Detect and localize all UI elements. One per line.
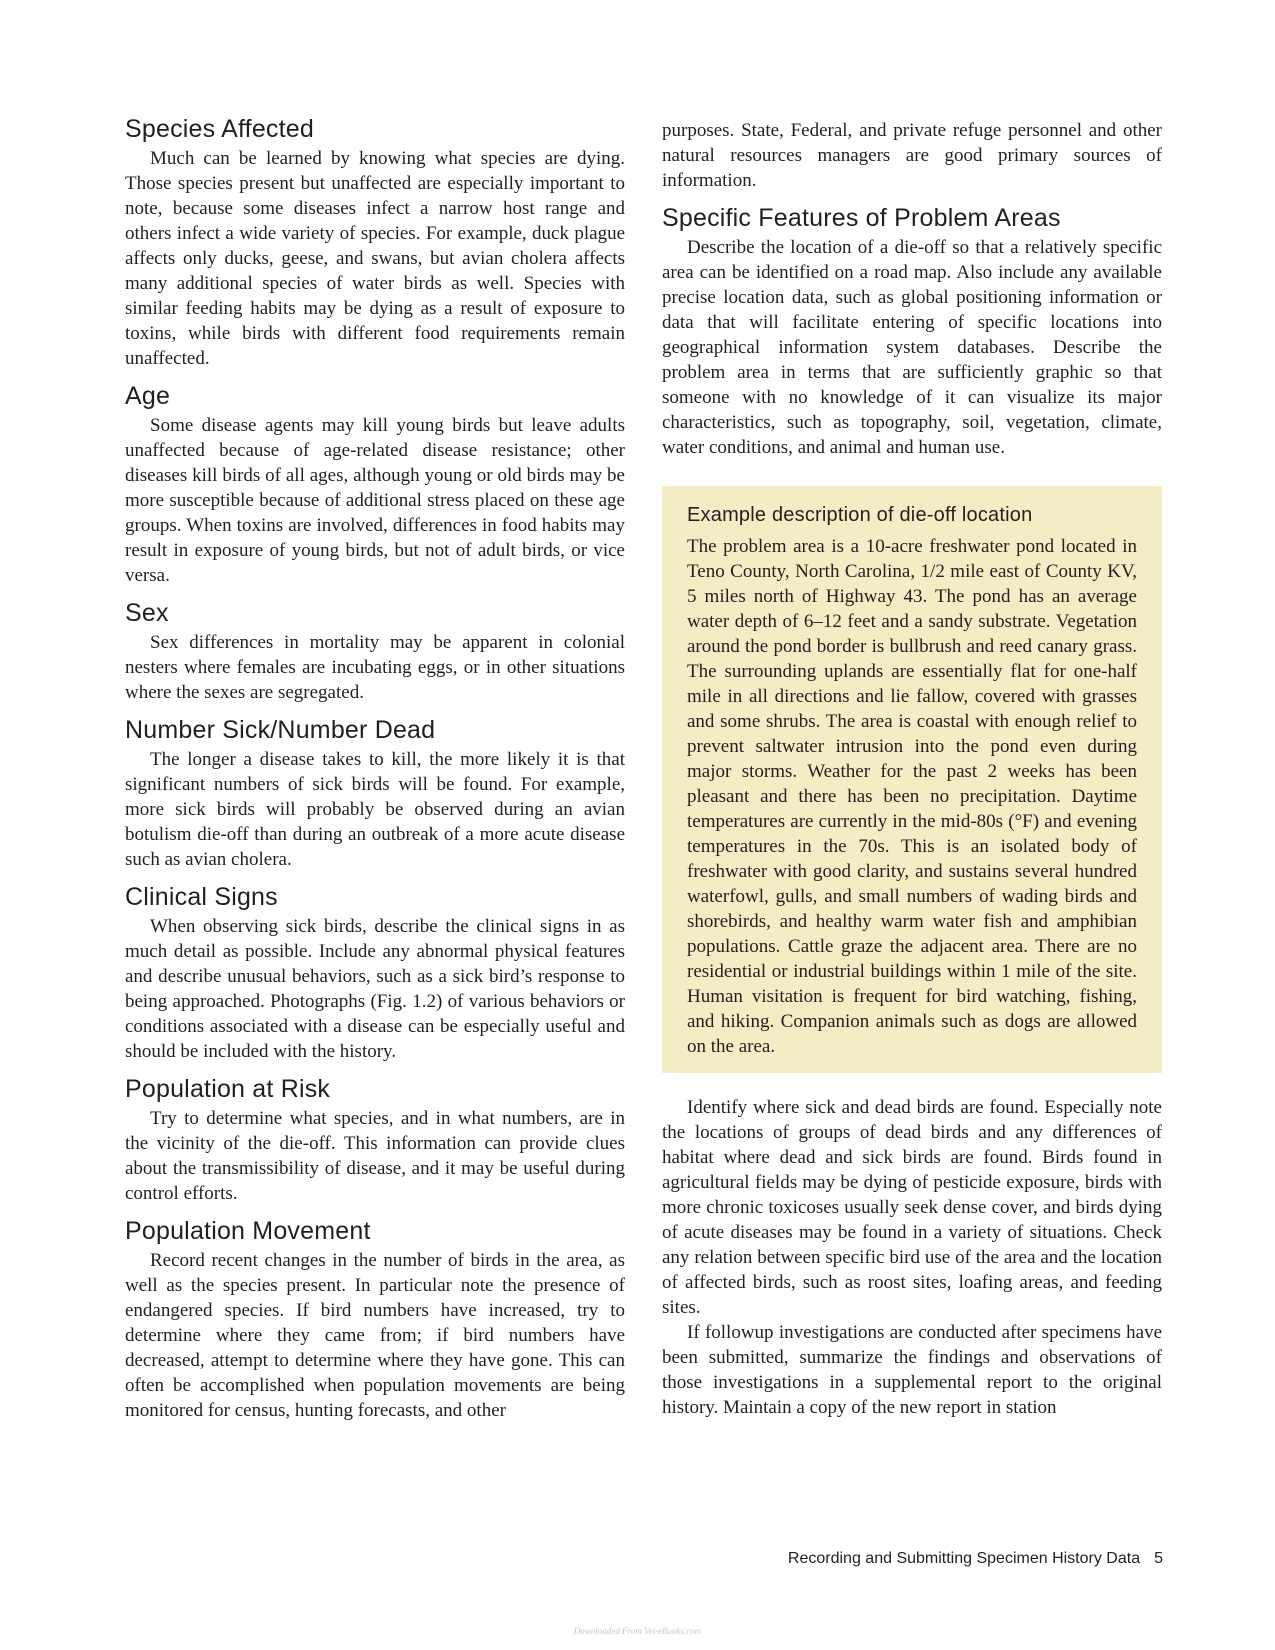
section-population-at-risk [125, 1074, 625, 1206]
page-footer [788, 1550, 1163, 1568]
section-heading: Clinical Signs [125, 883, 278, 911]
example-box-text: The problem area is a 10-acre freshwater pond located in Teno County, North Carolina, 1/2 mile east of County KV, 5 miles north of Highway 43. The pond has an average water depth of 6–12 feet and a sandy substrate. Vegetation around the pond border is bullbrush and reed canary grass. The surrounding uplands are essentially flat for one-half mile in all directions and lie fallow, covered with grasses and some shrubs. The area is coastal with enough relief to prevent saltwater intrusion into the pond even during major storms. Weather for the past 2 weeks has been pleasant and there has been no precipitation. Daytime temperatures are currently in the mid-80s (°F) and evening temperatures in the 70s. This is an isolated body of freshwater with good clarity, and sustains several hundred waterfowl, gulls, and small numbers of wading birds and shorebirds, and healthy warm water fish and amphibian populations. Cattle graze the adjacent area. There are no residential or industrial buildings within 1 mile of the site. Human visitation is frequent for bird watching, fishing, and hiking. Companion animals such as dogs are allowed on the area. [687, 536, 1137, 1057]
section-paragraph: Much can be learned by knowing what species are dying. Those species present but unaffected are especially important to note, because some diseases infect a narrow host range and others infect a wide variety of species. For example, duck plague affects only ducks, geese, and swans, but avian cholera affects many additional species of water birds as well. Species with similar feeding habits may be dying as a result of exposure to toxins, while birds with different food requirements remain unaffected. [125, 148, 625, 369]
left-column [125, 104, 625, 1423]
section-clinical-signs [125, 882, 625, 1064]
right-column [662, 118, 1162, 1420]
section-species-affected [125, 114, 625, 371]
section-paragraph: Some disease agents may kill young birds but leave adults unaffected because of age-related disease resistance; other diseases kill birds of all ages, although young or old birds may be more susceptible because of additional stress placed on these age groups. When toxins are involved, differences in food habits may result in exposure of young birds, but not of adult birds, or vice versa. [125, 415, 625, 586]
page-number: 5 [1154, 1550, 1163, 1567]
section-age [125, 381, 625, 588]
identify-paragraph: Identify where sick and dead birds are found. Especially note the locations of groups of dead birds and any differences of habitat where dead and sick birds are found. Birds found in agricultural fields may be dying of pesticide exposure, birds with more chronic toxicoses usually seek dense cover, and birds dying of acute diseases may be found in a variety of situations. Check any relation between specific bird use of the area and the location of affected birds, such as roost sites, loafing areas, and feeding sites. [662, 1097, 1162, 1318]
section-heading: Population at Risk [125, 1075, 331, 1103]
section-heading: Specific Features of Problem Areas [662, 204, 1061, 232]
section-paragraph: Sex differences in mortality may be apparent in colonial nesters where females are incubating eggs, or in other situations where the sexes are segregated. [125, 632, 625, 703]
section-number-sick-dead [125, 715, 625, 872]
section-heading: Sex [125, 599, 169, 627]
section-paragraph: Record recent changes in the number of birds in the area, as well as the species present. In particular note the presence of endangered species. If bird numbers have increased, try to determine where they came from; if bird numbers have decreased, attempt to determine where they have gone. This can often be accomplished when population movements are being monitored for census, hunting forecasts, and other [125, 1250, 625, 1421]
download-watermark: Downloaded From Vet-eBooks.com [573, 1626, 702, 1636]
running-title: Recording and Submitting Specimen History Data [787, 1550, 1141, 1567]
section-population-movement [125, 1216, 625, 1423]
section-paragraph: Try to determine what species, and in what numbers, are in the vicinity of the die-off. This information can provide clues about the transmissibility of disease, and it may be useful during control efforts. [125, 1108, 625, 1204]
section-paragraph: Describe the location of a die-off so that a relatively specific area can be identified on a road map. Also include any available precise location data, such as global positioning information or data that will facilitate entering of specific locations into geographical information system databases. Describe the problem area in terms that are sufficiently graphic so that someone with no knowledge of it can visualize its major characteristics, such as topography, soil, vegetation, climate, water conditions, and animal and human use. [662, 237, 1162, 458]
section-heading: Population Movement [125, 1217, 371, 1245]
section-heading: Number Sick/Number Dead [125, 716, 436, 744]
section-sex [125, 598, 625, 705]
section-paragraph: The longer a disease takes to kill, the more likely it is that significant numbers of sick birds will be found. For example, more sick birds will probably be observed during an avian botulism die-off than during an outbreak of a more acute disease such as avian cholera. [125, 749, 625, 870]
continued-paragraph: purposes. State, Federal, and private refuge personnel and other natural resources managers are good primary sources of information. [662, 120, 1162, 191]
section-paragraph: When observing sick birds, describe the clinical signs in as much detail as possible. Include any abnormal physical features and describe unusual behaviors, such as a sick bird’s response to being approached. Photographs (Fig. 1.2) of various behaviors or conditions associated with a disease can be especially useful and should be included with the history. [125, 916, 625, 1062]
section-problem-areas [662, 203, 1162, 460]
followup-paragraph: If followup investigations are conducted after specimens have been submitted, summarize the findings and observations of those investigations in a supplemental report to the original history. Maintain a copy of the new report in station [662, 1322, 1162, 1418]
example-box-title: Example description of die-off location [687, 504, 1033, 526]
section-heading: Species Affected [125, 115, 314, 143]
section-heading: Age [125, 382, 171, 410]
example-sidebar-box [662, 486, 1162, 1073]
